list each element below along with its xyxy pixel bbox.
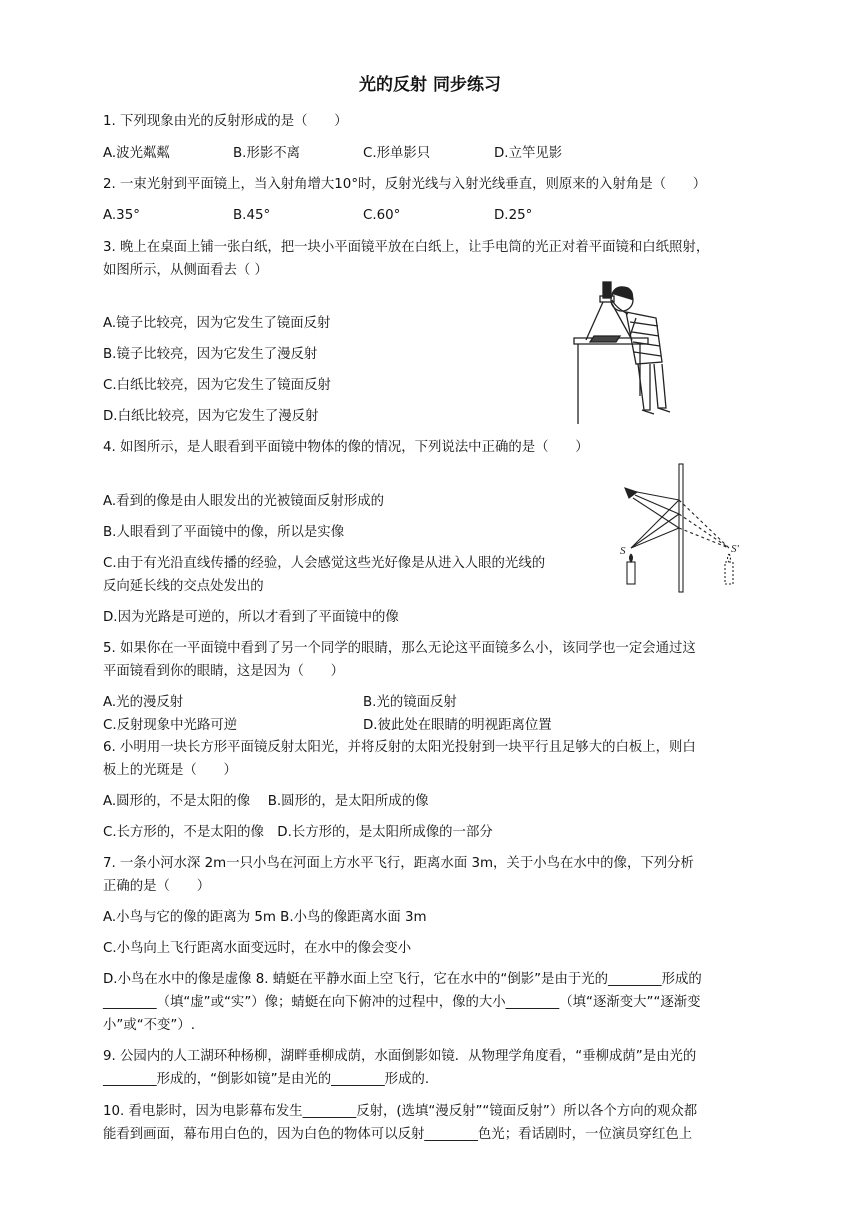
q1-option-c: C.形单影只 (363, 146, 431, 161)
q1-option-b: B.形影不离 (233, 146, 301, 161)
q9-line1: 9. 公园内的人工湖环种杨柳，湖畔垂柳成荫，水面倒影如镜．从物理学角度看，“垂柳成荫”是由光的 (103, 1049, 697, 1064)
q5-stem-line2: 平面镜看到你的眼睛，这是因为（ ） (103, 664, 345, 679)
q7-options-ab: A.小鸟与它的像的距离为 5m B.小鸟的像距离水面 3m (103, 910, 427, 925)
q2-option-c: C.60° (363, 208, 401, 223)
q5-option-d: D.彼此处在眼睛的明视距离位置 (363, 718, 552, 733)
q2-stem: 2. 一束光射到平面镜上，当入射角增大10°时，反射光线与入射光线垂直，则原来的入射角是（ ） (103, 177, 707, 192)
q5-option-a: A.光的漫反射 (103, 695, 184, 710)
q10-line2: 能看到画面，幕布用白色的，因为白色的物体可以反射________色光；看话剧时，一位演员穿红色上 (103, 1127, 693, 1142)
q4-option-c-line2: 反向延长线的交点处发出的 (103, 579, 264, 594)
q6-options-cd: C.长方形的，不是太阳的像 D.长方形的，是太阳所成像的一部分 (103, 825, 493, 840)
q5-stem-line1: 5. 如果你在一平面镜中看到了另一个同学的眼睛，那么无论这平面镜多么小，该同学也一定会通过这 (103, 641, 696, 656)
q7-option-c: C.小鸟向上飞行距离水面变远时，在水中的像会变小 (103, 941, 412, 956)
q3-option-b: B.镜子比较亮，因为它发生了漫反射 (103, 347, 318, 362)
q4-option-c-line1: C.由于有光沿直线传播的经验，人会感觉这些光好像是从进入人眼的光线的 (103, 556, 546, 571)
q1-option-d: D.立竿见影 (494, 146, 563, 161)
q6-stem-line2: 板上的光斑是（ ） (103, 763, 237, 778)
q9-line2: ________形成的，“倒影如镜”是由光的________形成的. (103, 1072, 430, 1087)
q10-line1: 10. 看电影时，因为电影幕布发生________反射，(选填“漫反射”“镜面反射”）所以各个方向的观众都 (103, 1104, 698, 1119)
q6-stem-line1: 6. 小明用一块长方形平面镜反射太阳光，并将反射的太阳光投射到一块平行且足够大的白板上，则白 (103, 740, 696, 755)
q1-option-a: A.波光粼粼 (103, 146, 170, 161)
q4-stem: 4. 如图所示，是人眼看到平面镜中物体的像的情况，下列说法中正确的是（ ） (103, 440, 589, 455)
q4-option-d: D.因为光路是可逆的，所以才看到了平面镜中的像 (103, 610, 399, 625)
q4-figure-label-s-prime: S' (731, 543, 739, 555)
q5-option-b: B.光的镜面反射 (363, 695, 457, 710)
q3-figure-flashlight-illustration (570, 278, 730, 426)
q6-options-ab: A.圆形的，不是太阳的像 B.圆形的，是太阳所成的像 (103, 794, 429, 809)
q4-option-a: A.看到的像是由人眼发出的光被镜面反射形成的 (103, 494, 384, 509)
q8-line2: ________（填“虚”或“实”）像；蜻蜓在向下俯冲的过程中，像的大小________（填“逐渐变大”“逐渐变 (103, 995, 701, 1010)
q7-stem-line1: 7. 一条小河水深 2m一只小鸟在河面上方水平飞行，距离水面 3m，关于小鸟在水中的像，下列分析 (103, 856, 694, 871)
q4-option-b: B.人眼看到了平面镜中的像，所以是实像 (103, 525, 345, 540)
q1-stem: 1. 下列现象由光的反射形成的是（ ） (103, 114, 348, 129)
q3-option-d: D.白纸比较亮，因为它发生了漫反射 (103, 409, 319, 424)
q4-figure-label-s: S (620, 545, 626, 557)
q3-option-a: A.镜子比较亮，因为它发生了镜面反射 (103, 316, 331, 331)
q7-option-d-q8-stem: D.小鸟在水中的像是虚像 8. 蜻蜓在平静水面上空飞行，它在水中的“倒影”是由于光的________形成的 (103, 972, 702, 987)
q4-figure-mirror-ray-diagram (615, 462, 765, 594)
q2-option-b: B.45° (233, 208, 271, 223)
page-title: 光的反射 同步练习 (359, 75, 501, 95)
q7-stem-line2: 正确的是（ ） (103, 879, 211, 894)
q2-option-d: D.25° (494, 208, 533, 223)
q8-line3: 小”或“不变”）. (103, 1018, 196, 1033)
q3-stem-line2: 如图所示，从侧面看去（ ） (103, 263, 268, 278)
q5-option-c: C.反射现象中光路可逆 (103, 718, 238, 733)
q3-option-c: C.白纸比较亮，因为它发生了镜面反射 (103, 378, 331, 393)
q2-option-a: A.35° (103, 208, 140, 223)
q3-stem-line1: 3. 晚上在桌面上铺一张白纸，把一块小平面镜平放在白纸上，让手电筒的光正对着平面镜和白纸照射， (103, 240, 710, 255)
